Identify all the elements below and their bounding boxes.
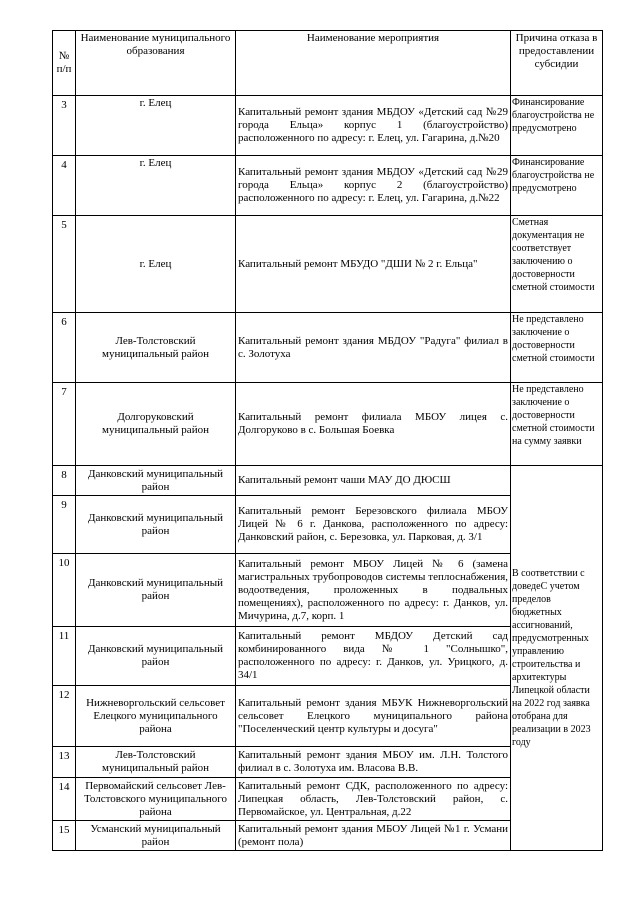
- row-municipality: Данковский муниципальный район: [76, 496, 236, 554]
- row-event: Капитальный ремонт здания МБДОУ «Детский сад №29 города Ельца» корпус 1 (благоустройство) расположенного по адресу: г. Елец, ул. Гагарина, д.№20: [236, 96, 511, 156]
- row-num: 12: [53, 686, 76, 747]
- row-num: 6: [53, 313, 76, 383]
- row-municipality: Данковский муниципальный район: [76, 627, 236, 686]
- row-municipality: г. Елец: [76, 216, 236, 313]
- row-num: 4: [53, 156, 76, 216]
- row-event: Капитальный ремонт Березовского филиала МБОУ Лицей № 6 г. Данкова, расположенного по адресу: Данковский район, с. Березовка, ул. Парковая, д. 3/1: [236, 496, 511, 554]
- table-row: [53, 466, 603, 496]
- row-num: 11: [53, 627, 76, 686]
- row-num: 13: [53, 747, 76, 778]
- row-event: Капитальный ремонт здания МБУК Нижневоргольский сельсовет Елецкого муниципального района "Поселенческий центр культуры и досуга": [236, 686, 511, 747]
- row-num: 5: [53, 216, 76, 313]
- row-reason: Не представлено заключение о достоверности сметной стоимости на сумму заявки: [511, 383, 603, 466]
- row-reason: Не представлено заключение о достоверности сметной стоимости: [511, 313, 603, 383]
- row-event: Капитальный ремонт МБОУ Лицей № 6 (замена магистральных трубопроводов системы теплоснабжения, водоотведения, проложенных в подвальных помещениях), расположенного по адресу: г. Данков, ул. Мичурина, д.7, корп. 1: [236, 554, 511, 627]
- row-municipality: Лев-Толстовский муниципальный район: [76, 313, 236, 383]
- row-municipality: г. Елец: [76, 96, 236, 156]
- header-event: Наименование мероприятия: [236, 31, 511, 96]
- row-event: Капитальный ремонт чаши МАУ ДО ДЮСШ: [236, 466, 511, 496]
- row-num: 8: [53, 466, 76, 496]
- row-event: Капитальный ремонт СДК, расположенного по адресу: Липецкая область, Лев-Толстовский район, с. Первомайское, ул. Центральная, д.22: [236, 778, 511, 821]
- refusal-table: [52, 30, 603, 851]
- row-event: Капитальный ремонт здания МБДОУ «Детский сад №29 города Ельца» корпус 2 (благоустройство) расположенного по адресу: г. Елец, ул. Гагарина, д.№22: [236, 156, 511, 216]
- row-num: 7: [53, 383, 76, 466]
- row-reason: Сметная документация не соответствует заключению о достоверности сметной стоимости: [511, 216, 603, 313]
- row-num: 9: [53, 496, 76, 554]
- table-row: [53, 156, 603, 216]
- row-municipality: Данковский муниципальный район: [76, 554, 236, 627]
- table-row: [53, 313, 603, 383]
- row-municipality: Лев-Толстовский муниципальный район: [76, 747, 236, 778]
- row-municipality: Первомайский сельсовет Лев-Толстовского муниципального района: [76, 778, 236, 821]
- table-row: [53, 96, 603, 156]
- row-reason: Финансирование благоустройства не предусмотрено: [511, 96, 603, 156]
- table-row: [53, 216, 603, 313]
- row-num: 15: [53, 821, 76, 851]
- row-num: 10: [53, 554, 76, 627]
- row-reason: Финансирование благоустройства не предусмотрено: [511, 156, 603, 216]
- row-municipality: Нижневоргольский сельсовет Елецкого муниципального района: [76, 686, 236, 747]
- header-reason: Причина отказа в предоставлении субсидии: [511, 31, 603, 96]
- row-municipality: Данковский муниципальный район: [76, 466, 236, 496]
- row-event: Капитальный ремонт здания МБОУ Лицей №1 г. Усмани (ремонт пола): [236, 821, 511, 851]
- row-num: 14: [53, 778, 76, 821]
- row-municipality: Долгоруковский муниципальный район: [76, 383, 236, 466]
- row-event: Капитальный ремонт филиала МБОУ лицея с. Долгоруково в с. Большая Боевка: [236, 383, 511, 466]
- row-num: 3: [53, 96, 76, 156]
- row-municipality: г. Елец: [76, 156, 236, 216]
- table-row: [53, 383, 603, 466]
- row-municipality: Усманский муниципальный район: [76, 821, 236, 851]
- header-row: [53, 31, 603, 96]
- row-event: Капитальный ремонт МБУДО "ДШИ № 2 г. Ельца": [236, 216, 511, 313]
- row-event: Капитальный ремонт МБДОУ Детский сад комбинированного вида № 1 "Солнышко", расположенного по адресу: г. Данков, ул. Урицкого, д. 34/1: [236, 627, 511, 686]
- row-event: Капитальный ремонт здания МБДОУ "Радуга" филиал в с. Золотуха: [236, 313, 511, 383]
- header-num: № п/п: [53, 31, 76, 96]
- header-municipality: Наименование муниципального образования: [76, 31, 236, 96]
- merged-reason: В соответствии с доведеС учетом пределов бюджетных ассигнований, предусмотренных управлению строительства и архитектуры Липецкой области на 2022 год заявка отобрана для реализации в 2023 году: [511, 466, 603, 851]
- row-event: Капитальный ремонт здания МБОУ им. Л.Н. Толстого филиал в с. Золотуха им. Власова В.В.: [236, 747, 511, 778]
